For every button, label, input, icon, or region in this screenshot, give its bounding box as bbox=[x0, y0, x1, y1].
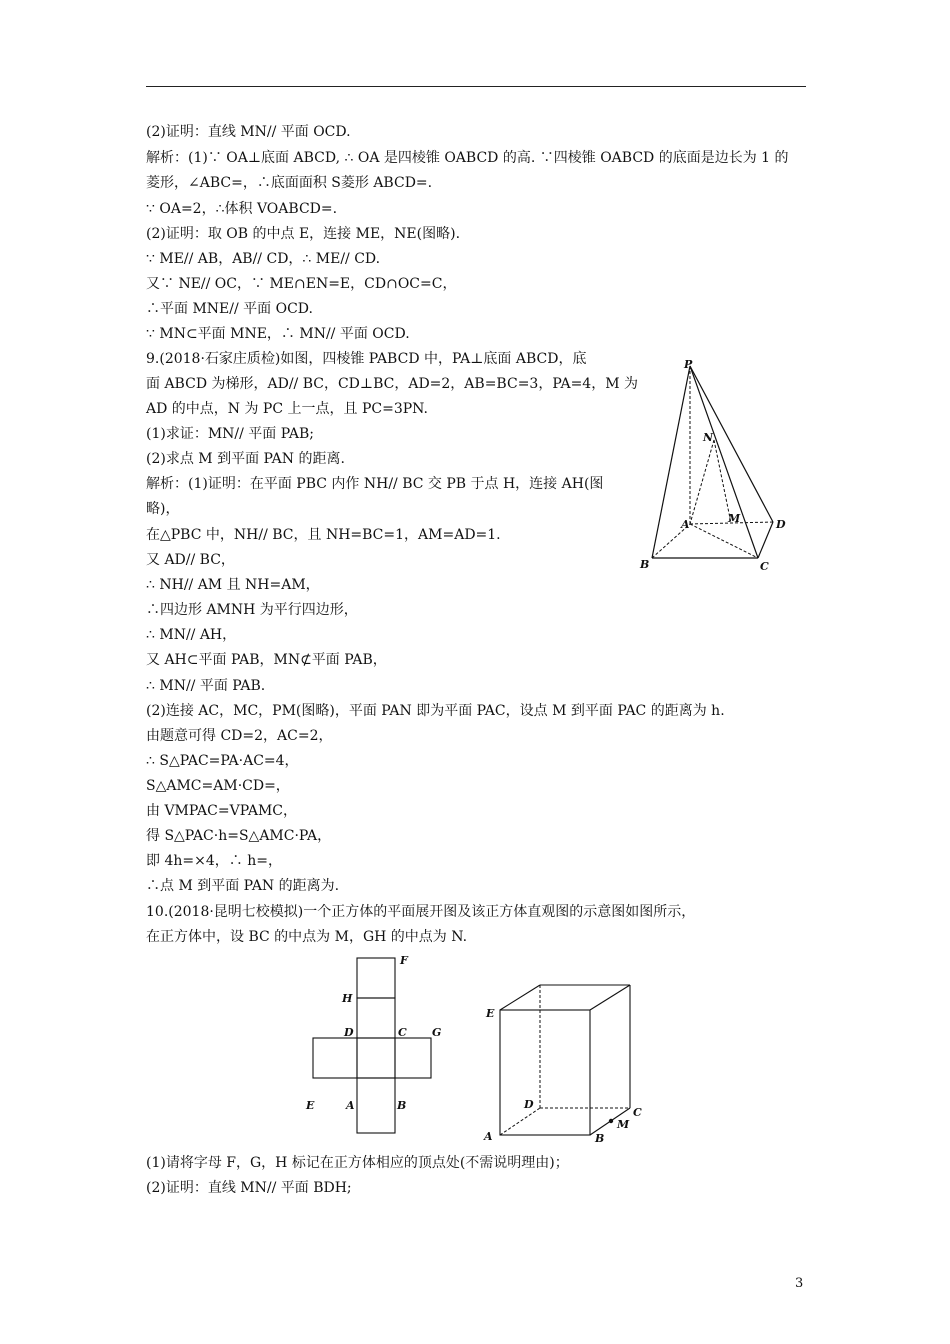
text-line: 10.(2018·昆明七校模拟)一个正方体的平面展开图及该正方体直观图的示意图如图所示， bbox=[146, 904, 696, 920]
cube-label-c: C bbox=[633, 1106, 642, 1119]
label-d: D bbox=[776, 518, 786, 531]
cube-label-b: B bbox=[595, 1132, 605, 1145]
text-line: 在△PBC 中，NH// BC，且 NH=BC=1，AM=AD=1. bbox=[146, 527, 501, 543]
text-line: ∴平面 MNE// 平面 OCD. bbox=[146, 301, 313, 317]
cube-front-face bbox=[500, 1010, 590, 1135]
pyramid-figure bbox=[630, 350, 800, 580]
text-line: 略)， bbox=[146, 501, 180, 517]
edge-pd bbox=[690, 366, 773, 522]
text-line: 解析：(1)∵ OA⊥底面 ABCD, ∴ OA 是四棱锥 OABCD 的高. ∵四棱锥 OABCD 的底面是边长为 1 的 bbox=[146, 150, 789, 166]
header-rule bbox=[146, 86, 806, 87]
text-line: S△AMC=AM·CD=， bbox=[146, 778, 290, 794]
net-label-e: E bbox=[306, 1099, 315, 1112]
cube-label-e: E bbox=[486, 1007, 495, 1020]
cube-label-m: M bbox=[617, 1118, 630, 1131]
cube-label-d: D bbox=[524, 1098, 534, 1111]
text-line: 由 VMPAC=VPAMC， bbox=[146, 803, 297, 819]
net-label-f: F bbox=[400, 954, 408, 967]
net-square-left bbox=[313, 1038, 357, 1078]
net-square-upper bbox=[357, 998, 395, 1038]
net-label-d: D bbox=[344, 1026, 354, 1039]
text-line: (1)请将字母 F，G，H 标记在正方体相应的顶点处(不需说明理由)； bbox=[146, 1155, 569, 1171]
text-line: ∴点 M 到平面 PAN 的距离为. bbox=[146, 878, 340, 894]
net-square-top bbox=[357, 958, 395, 998]
text-line: ∴ MN// 平面 PAB. bbox=[146, 678, 266, 694]
text-line: AD 的中点，N 为 PC 上一点，且 PC=3PN. bbox=[146, 401, 428, 417]
text-line: ∴ NH// AM 且 NH=AM， bbox=[146, 577, 320, 593]
text-line: (2)连接 AC，MC，PM(图略)，平面 PAN 即为平面 PAC，设点 M 到平面 PAC 的距离为 h. bbox=[146, 703, 725, 719]
text-line: ∴四边形 AMNH 为平行四边形， bbox=[146, 602, 358, 618]
label-c: C bbox=[760, 560, 769, 573]
text-line: ∴ MN// AH， bbox=[146, 627, 237, 643]
text-line: 得 S△PAC·h=S△AMC·PA， bbox=[146, 828, 332, 844]
text-line: 又∵ NE// OC，∵ ME∩EN=E，CD∩OC=C， bbox=[146, 276, 457, 292]
net-label-a: A bbox=[346, 1099, 355, 1112]
text-line: (2)证明：取 OB 的中点 E，连接 ME，NE(图略). bbox=[146, 226, 461, 242]
net-square-right bbox=[395, 1038, 431, 1078]
cube-edge bbox=[590, 985, 630, 1010]
cube-net-figure bbox=[300, 950, 450, 1140]
text-line: 9.(2018·石家庄质检)如图，四棱锥 PABCD 中，PA⊥底面 ABCD，底 bbox=[146, 351, 587, 367]
net-label-g: G bbox=[432, 1026, 442, 1039]
text-line: (2)证明：直线 MN// 平面 OCD. bbox=[146, 124, 351, 140]
edge-cd bbox=[758, 522, 773, 558]
cube-hidden-edge bbox=[500, 1108, 540, 1135]
text-line: 即 4h=×4，∴ h=， bbox=[146, 853, 282, 869]
text-line: ∵ OA=2，∴体积 VOABCD=. bbox=[146, 201, 338, 217]
text-line: 又 AD// BC， bbox=[146, 552, 235, 568]
text-line: (1)求证：MN// 平面 PAB; bbox=[146, 426, 314, 442]
text-line: (2)求点 M 到平面 PAN 的距离. bbox=[146, 451, 345, 467]
text-line: ∵ MN⊂平面 MNE，∴ MN// 平面 OCD. bbox=[146, 326, 410, 342]
net-label-c: C bbox=[398, 1026, 407, 1039]
label-a: A bbox=[681, 518, 690, 531]
text-line: 菱形，∠ABC=，∴底面面积 S菱形 ABCD=. bbox=[146, 175, 433, 191]
text-line: 在正方体中，设 BC 的中点为 M，GH 的中点为 N. bbox=[146, 929, 468, 945]
net-square-middle bbox=[357, 1038, 395, 1078]
cube-label-a: A bbox=[484, 1130, 493, 1143]
text-line: 解析：(1)证明：在平面 PBC 内作 NH// BC 交 PB 于点 H，连接 AH(图 bbox=[146, 476, 604, 492]
cube-figure bbox=[478, 980, 658, 1145]
point-m bbox=[609, 1119, 613, 1123]
text-line: ∴ S△PAC=PA·AC=4， bbox=[146, 753, 299, 769]
segment-nm bbox=[714, 440, 731, 523]
label-p: P bbox=[684, 358, 693, 371]
label-b: B bbox=[640, 558, 650, 571]
text-line: 又 AH⊂平面 PAB，MN⊄平面 PAB， bbox=[146, 652, 387, 668]
page-number: 3 bbox=[795, 1276, 804, 1291]
label-m: M bbox=[728, 512, 741, 525]
label-n: N bbox=[703, 431, 714, 444]
cube-edge bbox=[500, 985, 540, 1010]
text-line: 由题意可得 CD=2，AC=2， bbox=[146, 728, 333, 744]
net-label-b: B bbox=[397, 1099, 407, 1112]
text-line: ∵ ME// AB，AB// CD，∴ ME// CD. bbox=[146, 251, 381, 267]
net-square-bottom bbox=[357, 1078, 395, 1133]
text-line: (2)证明：直线 MN// 平面 BDH; bbox=[146, 1180, 352, 1196]
text-line: 面 ABCD 为梯形，AD// BC，CD⊥BC，AD=2，AB=BC=3，PA=4，M 为 bbox=[146, 376, 639, 392]
net-label-h: H bbox=[342, 992, 353, 1005]
segment-na bbox=[690, 440, 714, 524]
